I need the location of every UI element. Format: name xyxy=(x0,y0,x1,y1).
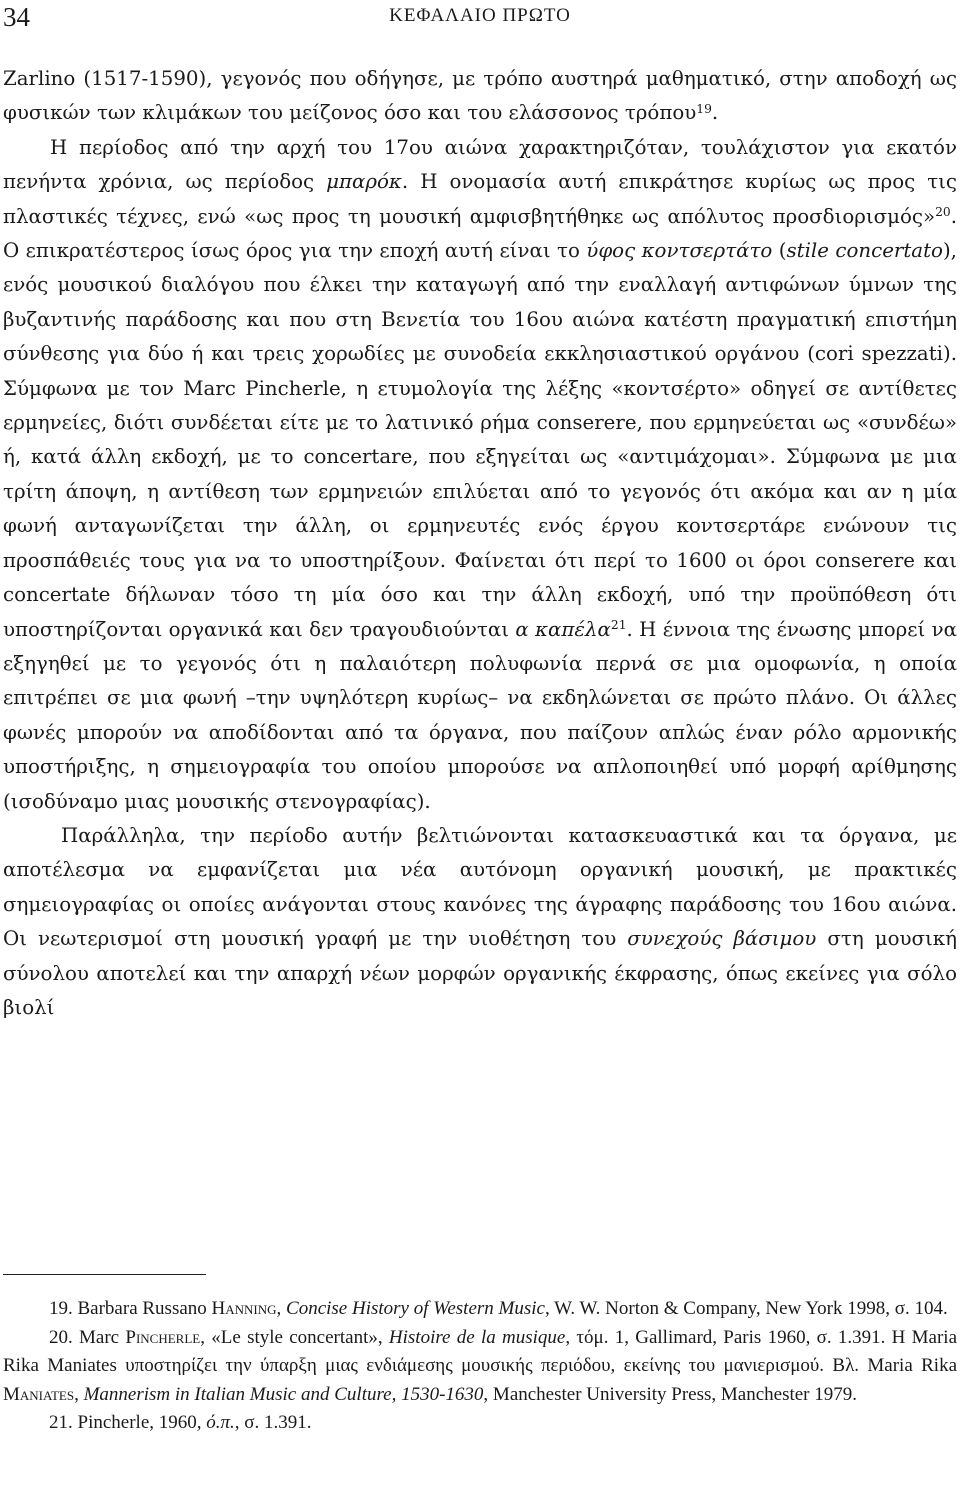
footnote-ref-20: 20 xyxy=(935,204,951,219)
footnote-rule xyxy=(3,1274,206,1275)
footnote-19: 19. Barbara Russano Hanning, Concise History of Western Music, W. W. Norton & Company, New York 1998, σ. 104. xyxy=(49,1298,948,1319)
paragraph-3: Παράλληλα, την περίοδο αυτήν βελτιώνονται κατασκευαστικά και τα όργανα, με αποτέλεσμα να εμφανίζεται μια νέα αυτόνομη οργανική μουσική, με πρακτικές σημειογραφίας οι οποίες ανάγονται στους κανόνες της άγραφης παράδοσης του 16ου αιώνα. Οι νεωτερισμοί στη μουσική γραφή με την υιοθέτηση του συνεχούς βάσιμου στη μουσική σύνολου αποτελεί και την απαρχή νέων μορφών οργανικής έκφρασης, όπως εκείνες για σόλο βιολί xyxy=(3,823,957,1019)
page-header xyxy=(0,0,960,40)
paragraph-1: Zarlino (1517-1590), γεγονός που οδήγησε, με τρόπο αυστηρά μαθηματικό, στην αποδοχή ως φυσικών των κλιμάκων του μείζονος όσο και του ελάσσονος τρόπου$^{19}$. xyxy=(3,67,957,125)
paragraph-2: Η περίοδος από την αρχή του 17ου αιώνα χαρακτηριζόταν, τουλάχιστον για εκατόν πενήντα χρόνια, ως περίοδος μπαρόκ. Η ονομασία αυτή επικράτησε κυρίως ως προς τις πλαστικές τέχνες, ενώ «ως προς τη μουσική αμφισβητήθηκε ως απόλυτος προσδιορισμός»$^{20}$. Ο επικρατέστερος ίσως όρος για την εποχή αυτή είναι το ύφος κοντσερτάτο (stile concertato), ενός μουσικού διαλόγου που έλκει την καταγωγή από την εναλλαγή αντιφώνων ύμνων της βυζαντινής παράδοσης και που στη Βενετία του 16ου αιώνα κατέστη πραγματική επιστήμη σύνθεσης για δύο ή και τρεις χορωδίες με συνοδεία εκκλησιαστικού οργάνου (cori spezzati). Σύμφωνα με τον Marc Pincherle, η ετυμολογία της λέξης «κοντσέρτο» οδηγεί σε αντίθετες ερμηνείες, διότι συνδέεται είτε με το λατινικό ρήμα conserere, που ερμηνεύεται ως «συνδέω» ή, κατά άλλη εκδοχή, με το concertare, που εξηγείται ως «αντιμάχομαι». Σύμφωνα με μια τρίτη άποψη, η αντίθεση των ερμηνειών επιλύεται από το γεγονός ότι ακόμα και αν η μία φωνή ανταγωνίζεται την άλλη, οι ερμηνευτές ενός έργου κοντσερτάρε ενώνουν τις προσπάθειές τους για να το υποστηρίξουν. Φαίνεται ότι περί το 1600 οι όροι conserere και concertate δήλωναν τόσο τη μία όσο και την άλλη εκδοχή, υπό την προϋπόθεση ότι υποστηρίζονται οργανικά και δεν τραγουδιούνται α καπέλα$^{21}$. Η έννοια της ένωσης μπορεί να εξηγηθεί με το γεγονός ότι η παλαιότερη πολυφωνία περνά σε μια ομοφωνία, η οποία επιτρέπει σε μια φωνή –την υψηλότερη κυρίως– να εκδηλώνεται σε πρώτο πλάνο. Οι άλλες φωνές μπορούν να αποδίδονται από τα όργανα, που παίζουν απλώς έναν ρόλο αρμονικής υποστήριξης, η σημειογραφία του οποίου μπορούσε να απλοποιηθεί υπό μορφή αρίθμησης (ισοδύναμο μιας μουσικής στενογραφίας). xyxy=(3,135,957,813)
body-text xyxy=(3,62,957,1025)
footnote-20: 20. Marc Pincherle, «Le style concertant», Histoire de la musique, τόμ. 1, Gallimard, Paris 1960, σ. 1.391. Η Maria Rika Maniates υποστηρίζει την ύπαρξη μιας ενδιάμεσης μουσικής περιόδου, εκείνης του μανιερισμού. Βλ. Maria Rika Maniates, Mannerism in Italian Music and Culture, 1530-1630, Manchester University Press, Manchester 1979. xyxy=(3,1326,958,1405)
footnote-ref-19: 19 xyxy=(696,101,712,116)
footnote-21: 21. Pincherle, 1960, ό.π., σ. 1.391. xyxy=(49,1412,312,1433)
footnote-ref-21: 21 xyxy=(610,617,627,632)
page-number: 34 xyxy=(3,2,30,32)
footnotes xyxy=(3,1295,957,1438)
running-head: ΚΕΦΑΛΑΙΟ ΠΡΩΤΟ xyxy=(389,5,571,26)
